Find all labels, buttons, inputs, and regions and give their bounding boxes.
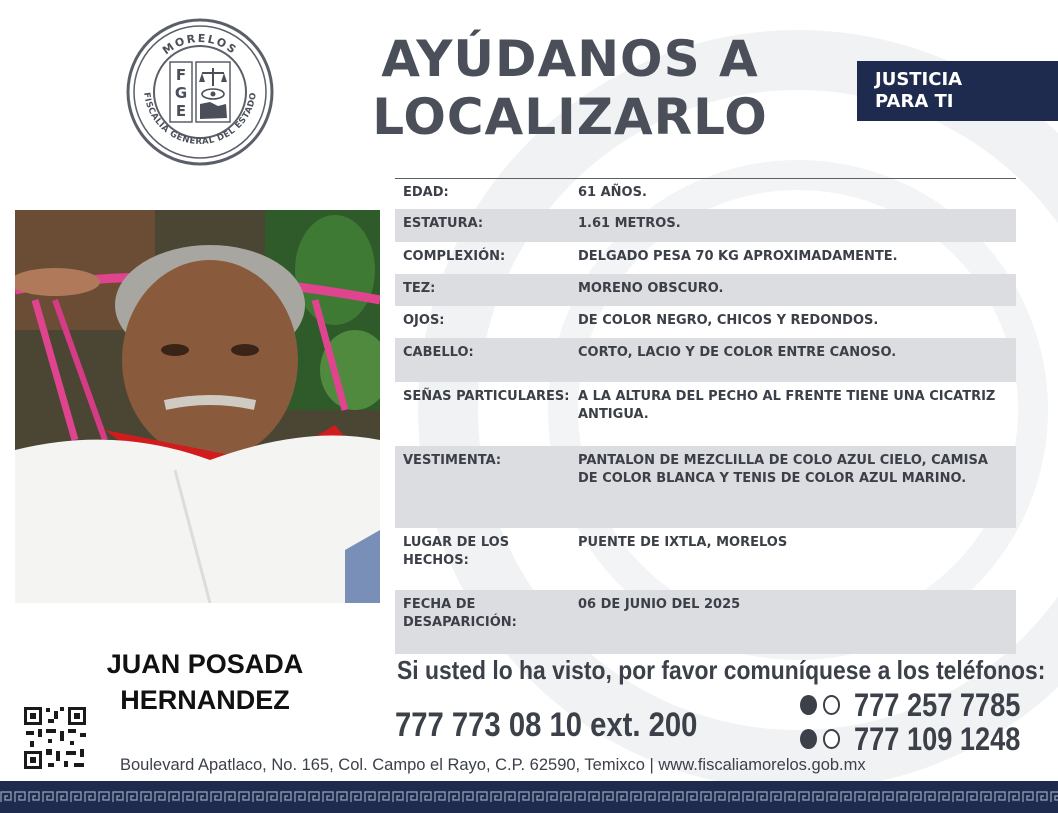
detail-label: TEZ: [403, 281, 436, 296]
phone-icon [800, 729, 817, 749]
address-footer: Boulevard Apatlaco, No. 165, Col. Campo el Rayo, C.P. 62590, Temixco | www.fiscaliamorelos.gob.mx [120, 756, 866, 774]
row-lugar [395, 528, 1016, 590]
detail-label: CABELLO: [403, 345, 474, 360]
badge-line-2: PARA TI [875, 91, 954, 112]
fge-logo [126, 18, 274, 166]
logo-letter-e: E [175, 102, 187, 120]
whatsapp-icon [823, 695, 840, 715]
logo-letter-f: F [175, 66, 187, 84]
contact-call-to-action: Si usted lo ha visto, por favor comuníquese a los teléfonos: [397, 655, 1046, 685]
person-photo [15, 210, 380, 603]
phone-line[interactable] [800, 722, 1050, 756]
detail-label: VESTIMENTA: [403, 453, 502, 468]
detail-label: SEÑAS PARTICULARES: [403, 389, 570, 404]
detail-value: 1.61 METROS. [578, 216, 681, 231]
details-table [395, 178, 1016, 654]
page-title [340, 30, 800, 146]
justicia-badge [857, 61, 1058, 121]
logo-ring-text: FISCALÍA GENERAL DEL ESTADO [141, 91, 259, 148]
row-tez [395, 274, 1016, 306]
badge-line-1: JUSTICIA [875, 69, 963, 90]
detail-value: PANTALON DE MEZCLILLA DE COLO AZUL CIELO, CAMISA DE COLOR BLANCA Y TENIS DE COLOR AZUL MARINO. [578, 453, 988, 486]
row-complexion [395, 242, 1016, 274]
detail-value: MORENO OBSCURO. [578, 281, 724, 296]
row-estatura [395, 209, 1016, 242]
whatsapp-icon [823, 729, 840, 749]
detail-label: FECHA DE DESAPARICIÓN: [403, 597, 517, 630]
detail-value: A LA ALTURA DEL PECHO AL FRENTE TIENE UNA CICATRIZ ANTIGUA. [578, 389, 996, 422]
row-vestimenta [395, 446, 1016, 528]
detail-value: CORTO, LACIO Y DE COLOR ENTRE CANOSO. [578, 345, 897, 360]
detail-label: COMPLEXIÓN: [403, 249, 506, 264]
detail-value: DE COLOR NEGRO, CHICOS Y REDONDOS. [578, 313, 879, 328]
row-ojos [395, 306, 1016, 338]
phone-line[interactable] [800, 688, 1050, 722]
title-line-2: LOCALIZARLO [372, 88, 768, 146]
footer-pattern [0, 790, 1058, 804]
phone-number[interactable]: 777 257 7785 [854, 686, 1021, 723]
detail-label: LUGAR DE LOS HECHOS: [403, 535, 510, 568]
name-line-1: JUAN POSADA [106, 649, 304, 679]
detail-label: OJOS: [403, 313, 445, 328]
phone-icon [800, 695, 817, 715]
name-line-2: HERNANDEZ [120, 685, 290, 715]
row-fecha [395, 590, 1016, 654]
detail-value: 61 AÑOS. [578, 185, 647, 200]
logo-top-text: MORELOS [160, 31, 240, 58]
row-cabello [395, 338, 1016, 382]
detail-value: 06 DE JUNIO DEL 2025 [578, 597, 741, 612]
detail-value: DELGADO PESA 70 KG APROXIMADAMENTE. [578, 249, 898, 264]
detail-label: EDAD: [403, 185, 449, 200]
phone-number[interactable]: 777 109 1248 [854, 720, 1021, 757]
phone-list [800, 688, 1050, 756]
detail-label: ESTATURA: [403, 216, 484, 231]
qr-code[interactable] [22, 705, 88, 771]
person-name [60, 646, 350, 718]
detail-value: PUENTE DE IXTLA, MORELOS [578, 535, 788, 550]
row-senas [395, 382, 1016, 446]
main-phone[interactable]: 777 773 08 10 ext. 200 [395, 706, 698, 744]
row-edad [395, 178, 1016, 209]
title-line-1: AYÚDANOS A [381, 30, 759, 88]
logo-letter-g: G [174, 84, 188, 102]
